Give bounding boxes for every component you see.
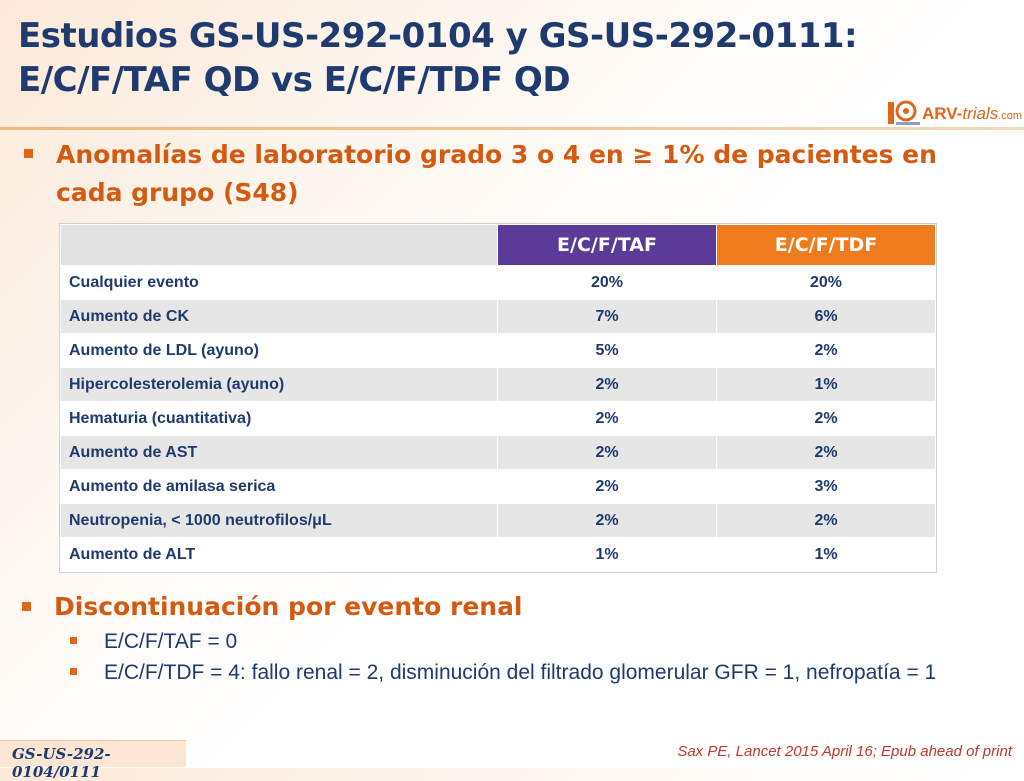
arv-trials-logo — [886, 96, 1023, 130]
bullet-square-icon — [22, 602, 31, 611]
sub-bullet-taf: E/C/F/TAF = 0 — [104, 630, 238, 653]
title-divider — [0, 127, 1024, 130]
title-line-2: E/C/F/TAF QD vs E/C/F/TDF QD — [18, 60, 571, 100]
logo-trials: trials — [962, 104, 999, 123]
tdf-value: 1% — [717, 368, 936, 402]
taf-value: 2% — [498, 470, 717, 504]
taf-value: 2% — [498, 436, 717, 470]
table-row — [61, 266, 936, 300]
sub-bullet-square-icon — [70, 637, 77, 644]
study-tag — [0, 740, 186, 781]
table-row — [61, 368, 936, 402]
taf-value: 7% — [498, 300, 717, 334]
sub-bullet-tdf: E/C/F/TDF = 4: fallo renal = 2, disminución del filtrado glomerular GFR = 1, nefropatía = 1 — [104, 661, 937, 684]
taf-value: 1% — [498, 538, 717, 572]
row-label: Cualquier evento — [61, 266, 498, 300]
table-row — [61, 402, 936, 436]
bullet-square-icon — [24, 149, 33, 158]
row-label: Aumento de amilasa serica — [61, 470, 498, 504]
table-row — [61, 436, 936, 470]
table-row — [61, 538, 936, 572]
taf-value: 5% — [498, 334, 717, 368]
table-row — [61, 300, 936, 334]
tdf-value: 3% — [717, 470, 936, 504]
tdf-value: 2% — [717, 436, 936, 470]
citation: Sax PE, Lancet 2015 April 16; Epub ahead of print — [677, 743, 1012, 760]
header-tdf: E/C/F/TDF — [717, 225, 936, 266]
tdf-value: 2% — [717, 504, 936, 538]
taf-value: 2% — [498, 402, 717, 436]
row-label: Aumento de LDL (ayuno) — [61, 334, 498, 368]
table-row — [61, 504, 936, 538]
table-row — [61, 334, 936, 368]
row-label: Hipercolesterolemia (ayuno) — [61, 368, 498, 402]
tdf-value: 1% — [717, 538, 936, 572]
logo-com: .com — [998, 110, 1023, 122]
logo-text — [922, 104, 1022, 124]
study-tag-text: GS-US-292-0104/0111 — [12, 745, 111, 781]
table-header-row — [61, 225, 936, 266]
logo-mark-icon — [886, 96, 922, 130]
tdf-value: 2% — [717, 334, 936, 368]
tdf-value: 2% — [717, 402, 936, 436]
row-label: Neutropenia, < 1000 neutrofilos/μL — [61, 504, 498, 538]
taf-value: 2% — [498, 368, 717, 402]
tdf-value: 20% — [717, 266, 936, 300]
row-label: Hematuria (cuantitativa) — [61, 402, 498, 436]
sub-bullet-square-icon — [70, 668, 77, 675]
bullet-renal-discontinuation: Discontinuación por evento renal — [54, 592, 523, 621]
tdf-value: 6% — [717, 300, 936, 334]
taf-value: 2% — [498, 504, 717, 538]
lab-anomalies-table — [60, 224, 936, 572]
table-row — [61, 470, 936, 504]
row-label: Aumento de AST — [61, 436, 498, 470]
row-label: Aumento de CK — [61, 300, 498, 334]
title-line-1: Estudios GS-US-292-0104 y GS-US-292-0111: — [18, 16, 858, 56]
logo-arv: ARV- — [922, 104, 963, 123]
bullet-lab-anomalies: Anomalías de laboratorio grado 3 o 4 en ≥ 1% de pacientes en cada grupo (S48) — [56, 140, 937, 207]
header-empty-cell — [61, 225, 498, 266]
row-label: Aumento de ALT — [61, 538, 498, 572]
taf-value: 20% — [498, 266, 717, 300]
header-taf: E/C/F/TAF — [498, 225, 717, 266]
slide-title — [18, 14, 878, 102]
